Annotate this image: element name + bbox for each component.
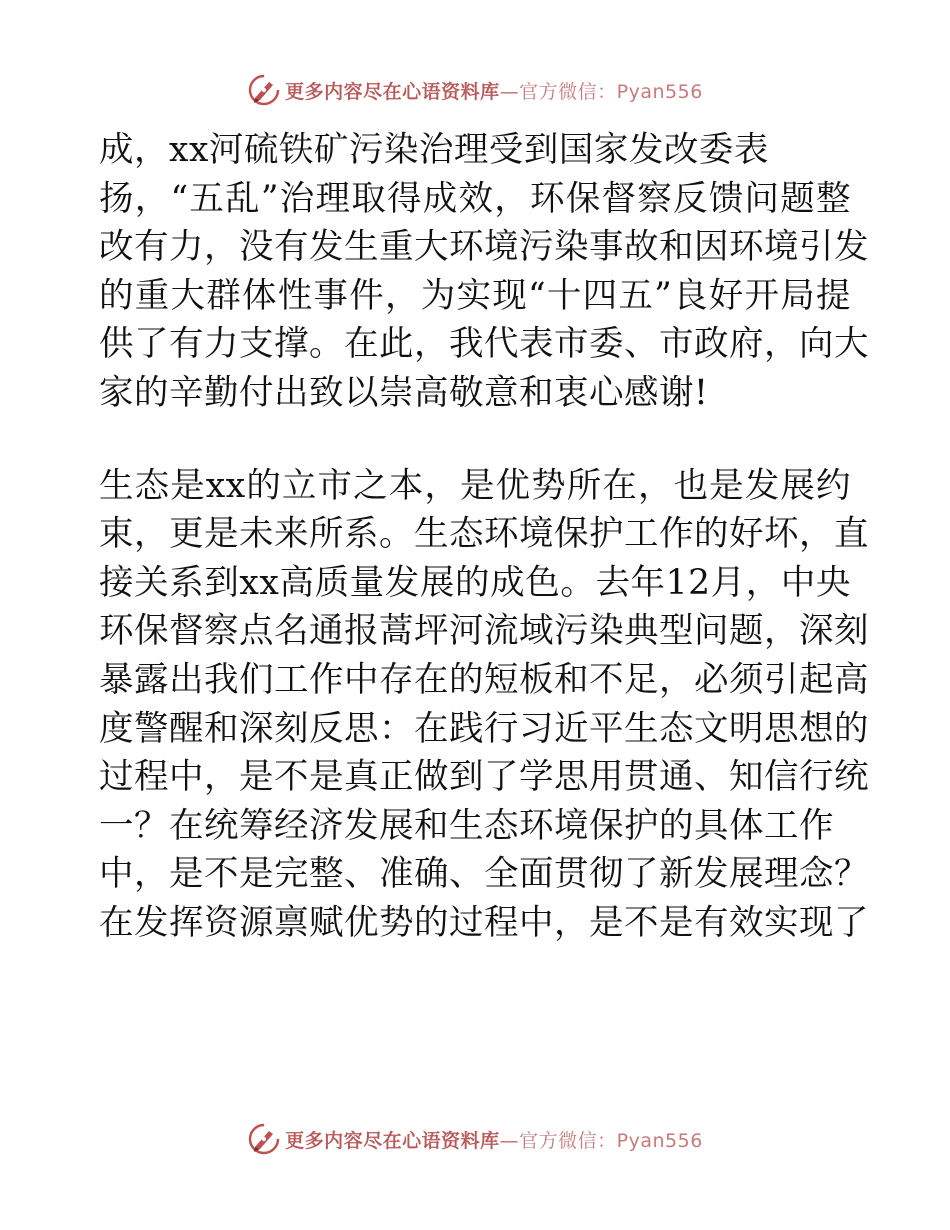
watermark-wechat: 官方微信：Pyan556 bbox=[519, 80, 703, 103]
paragraph-2 bbox=[99, 462, 869, 948]
document-body bbox=[99, 126, 869, 948]
text-line: 环保督察点名通报蒿坪河流域污染典型问题，深刻 bbox=[99, 611, 869, 652]
text-line: 改有力，没有发生重大环境污染事故和因环境引发 bbox=[99, 227, 869, 268]
text-line: 束，更是未来所系。生态环境保护工作的好坏，直 bbox=[99, 514, 869, 555]
text-line: 扬，“五乱”治理取得成效，环保督察反馈问题整 bbox=[99, 178, 851, 219]
text-line: 暴露出我们工作中存在的短板和不足，必须引起高 bbox=[99, 659, 869, 700]
text-line: 供了有力支撑。在此，我代表市委、市政府，向大 bbox=[99, 324, 869, 365]
text-line: 家的辛勤付出致以崇高敬意和衷心感谢! bbox=[99, 372, 709, 413]
watermark-text bbox=[285, 1126, 703, 1153]
watermark-dash: — bbox=[499, 1129, 520, 1152]
header-watermark-banner bbox=[0, 70, 950, 110]
watermark-brand: 更多内容尽在心语资料库 bbox=[285, 80, 500, 103]
text-line: 中，是不是完整、准确、全面贯彻了新发展理念？ bbox=[99, 854, 869, 895]
watermark-text bbox=[285, 77, 703, 104]
pen-circle-logo-icon bbox=[247, 73, 281, 107]
text-line: 在发挥资源禀赋优势的过程中，是不是有效实现了 bbox=[99, 902, 869, 943]
text-line: 成，xx河硫铁矿污染治理受到国家发改委表 bbox=[99, 130, 769, 170]
text-line: 接关系到xx高质量发展的成色。去年12月，中央 bbox=[99, 562, 851, 603]
text-line: 过程中，是不是真正做到了学思用贯通、知信行统 bbox=[99, 757, 869, 798]
watermark-brand: 更多内容尽在心语资料库 bbox=[285, 1129, 500, 1152]
watermark-wechat: 官方微信：Pyan556 bbox=[519, 1129, 703, 1152]
text-line: 的重大群体性事件，为实现“十四五”良好开局提 bbox=[99, 275, 851, 316]
watermark-dash: — bbox=[499, 80, 520, 103]
text-line: 生态是xx的立市之本，是优势所在，也是发展约 bbox=[99, 465, 851, 506]
text-line: 一？在统筹经济发展和生态环境保护的具体工作 bbox=[99, 805, 834, 846]
paragraph-1 bbox=[99, 126, 869, 418]
text-line: 度警醒和深刻反思：在践行习近平生态文明思想的 bbox=[99, 708, 869, 749]
footer-watermark-banner bbox=[0, 1119, 950, 1159]
pen-circle-logo-icon bbox=[247, 1122, 281, 1156]
